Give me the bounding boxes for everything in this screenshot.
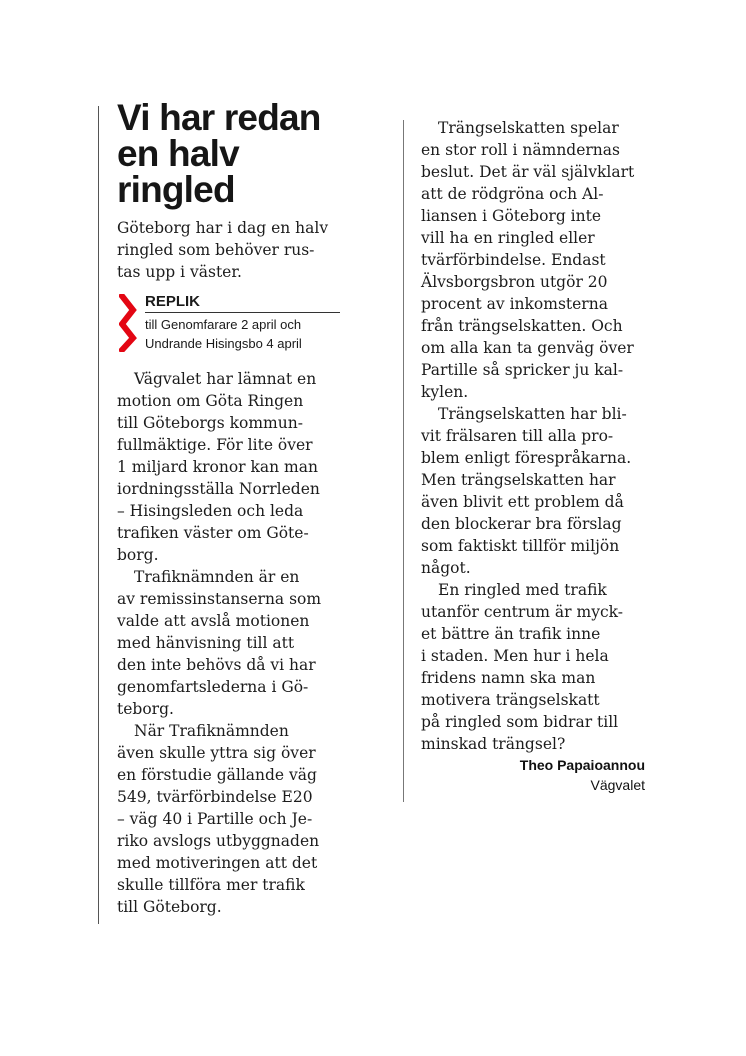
body-line: att de rödgröna och Al-	[421, 185, 604, 203]
replik-reference	[145, 315, 302, 353]
body-line: – Hisingsleden och leda	[117, 502, 304, 520]
body-line: som faktiskt tillför miljön	[421, 537, 620, 555]
body-line: även blivit ett problem då	[421, 493, 624, 511]
body-line: den blockerar bra förslag	[421, 515, 622, 533]
body-line: i staden. Men hur i hela	[421, 647, 609, 665]
body-line: iordningsställa Norrleden	[117, 480, 320, 498]
body-line: om alla kan ta genväg över	[421, 339, 634, 357]
headline-line: Vi har redan	[117, 97, 321, 138]
body-line: Partille så spricker ju kal-	[421, 361, 624, 379]
replik-label: REPLIK	[145, 292, 340, 313]
body-line: även skulle yttra sig över	[117, 744, 316, 762]
body-line: genomfartslederna i Gö-	[117, 678, 309, 696]
author-name: Theo Papaioannou	[519, 757, 645, 773]
body-line: skulle tillföra mer trafik	[117, 876, 305, 894]
column-rule-left	[98, 106, 99, 924]
body-line: En ringled med trafik	[438, 581, 607, 599]
headline-line: ringled	[117, 169, 235, 210]
body-line: Trängselskatten har bli-	[438, 405, 627, 423]
body-line: vit frälsaren till alla pro-	[421, 427, 614, 445]
body-line: beslut. Det är väl självklart	[421, 163, 635, 181]
headline	[117, 97, 342, 210]
body-line: Vägvalet har lämnat en	[134, 370, 317, 388]
left-column	[117, 97, 342, 918]
ingress	[117, 217, 342, 283]
replik-zigzag-icon	[119, 294, 137, 352]
replik-reference-line: Undrande Hisingsbo 4 april	[145, 336, 302, 351]
body-line: borg.	[117, 546, 159, 564]
body-line: trafiken väster om Göte-	[117, 524, 309, 542]
body-text-right	[421, 117, 651, 755]
ingress-line: tas upp i väster.	[117, 263, 242, 281]
body-line: tvärförbindelse. Endast	[421, 251, 606, 269]
body-line: blem enligt förespråkarna.	[421, 449, 632, 467]
body-line: – väg 40 i Partille och Je-	[117, 810, 313, 828]
body-line: med hänvisning till att	[117, 634, 295, 652]
headline-line: en halv	[117, 133, 239, 174]
body-line: Trafiknämnden är en	[134, 568, 300, 586]
body-line: vill ha en ringled eller	[421, 229, 595, 247]
body-line: 549, tvärförbindelse E20	[117, 788, 313, 806]
column-rule-middle	[403, 120, 404, 802]
body-line: procent av inkomsterna	[421, 295, 608, 313]
signature	[421, 755, 651, 795]
body-line: med motiveringen att det	[117, 854, 318, 872]
body-line: till Göteborg.	[117, 898, 222, 916]
replik-box	[117, 294, 342, 352]
body-line: kylen.	[421, 383, 469, 401]
body-line: motion om Göta Ringen	[117, 392, 304, 410]
body-line: valde att avslå motionen	[117, 612, 310, 630]
body-line: utanför centrum är myck-	[421, 603, 623, 621]
replik-reference-line: till Genomfarare 2 april och	[145, 317, 302, 332]
body-line: en stor roll i nämndernas	[421, 141, 620, 159]
body-line: Älvsborgsbron utgör 20	[421, 273, 608, 291]
body-text-left	[117, 368, 342, 918]
body-line: teborg.	[117, 700, 174, 718]
body-line: Men trängselskatten har	[421, 471, 616, 489]
author-organization: Vägvalet	[590, 777, 645, 793]
body-line: liansen i Göteborg inte	[421, 207, 602, 225]
body-line: till Göteborgs kommun-	[117, 414, 303, 432]
body-line: När Trafiknämnden	[134, 722, 289, 740]
body-line: motivera trängselskatt	[421, 691, 600, 709]
body-line: minskad trängsel?	[421, 735, 566, 753]
right-column	[421, 117, 651, 795]
ingress-line: Göteborg har i dag en halv	[117, 219, 329, 237]
body-line: den inte behövs då vi har	[117, 656, 316, 674]
body-line: av remissinstanserna som	[117, 590, 322, 608]
body-line: något.	[421, 559, 471, 577]
body-line: 1 miljard kronor kan man	[117, 458, 318, 476]
body-line: fridens namn ska man	[421, 669, 596, 687]
body-line: Trängselskatten spelar	[438, 119, 619, 137]
body-line: riko avslogs utbyggnaden	[117, 832, 320, 850]
body-line: fullmäktige. För lite över	[117, 436, 313, 454]
body-line: et bättre än trafik inne	[421, 625, 601, 643]
ingress-line: ringled som behöver rus-	[117, 241, 315, 259]
body-line: en förstudie gällande väg	[117, 766, 317, 784]
body-line: från trängselskatten. Och	[421, 317, 623, 335]
body-line: på ringled som bidrar till	[421, 713, 619, 731]
